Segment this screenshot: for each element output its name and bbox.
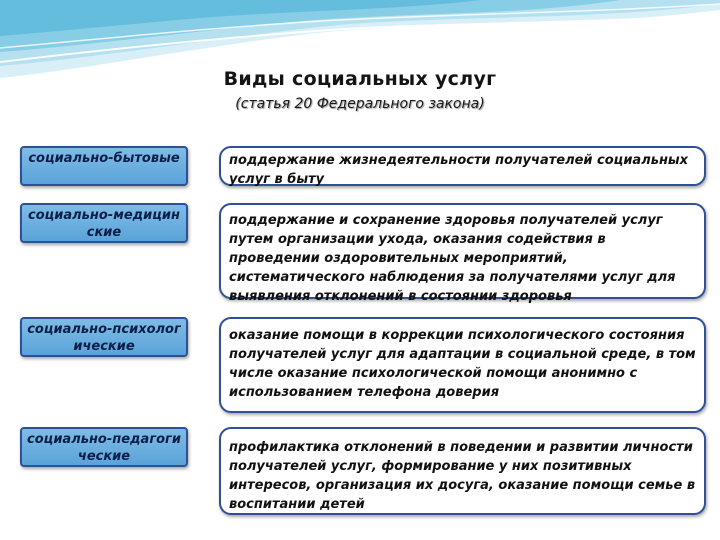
description-household: поддержание жизнедеятельности получателей социальных услуг в быту	[219, 146, 706, 186]
slide-title: Виды социальных услуг	[223, 68, 497, 90]
description-medical: поддержание и сохранение здоровья получателей услуг путем организации ухода, оказания содействия в проведении оздоровительных мероприятий, систематического наблюдения за получателями услуг для выявления отклонений в состоянии здоровья	[219, 203, 706, 299]
category-psychological: социально-психологические	[20, 317, 188, 357]
category-household: социально-бытовые	[20, 146, 188, 186]
category-pedagogical: социально-педагогические	[20, 427, 188, 467]
category-medical: социально-медицинские	[20, 203, 188, 243]
description-pedagogical: профилактика отклонений в поведении и развитии личности получателей услуг, формирование у них позитивных интересов, организация их досуга, оказание помощи семье в воспитании детей	[219, 427, 706, 515]
description-psychological: оказание помощи в коррекции психологического состояния получателей услуг для адаптации в социальной среде, в том числе оказание психологической помощи анонимно с использованием телефона доверия	[219, 317, 706, 413]
slide-subtitle: (статья 20 Федерального закона)	[235, 96, 485, 112]
